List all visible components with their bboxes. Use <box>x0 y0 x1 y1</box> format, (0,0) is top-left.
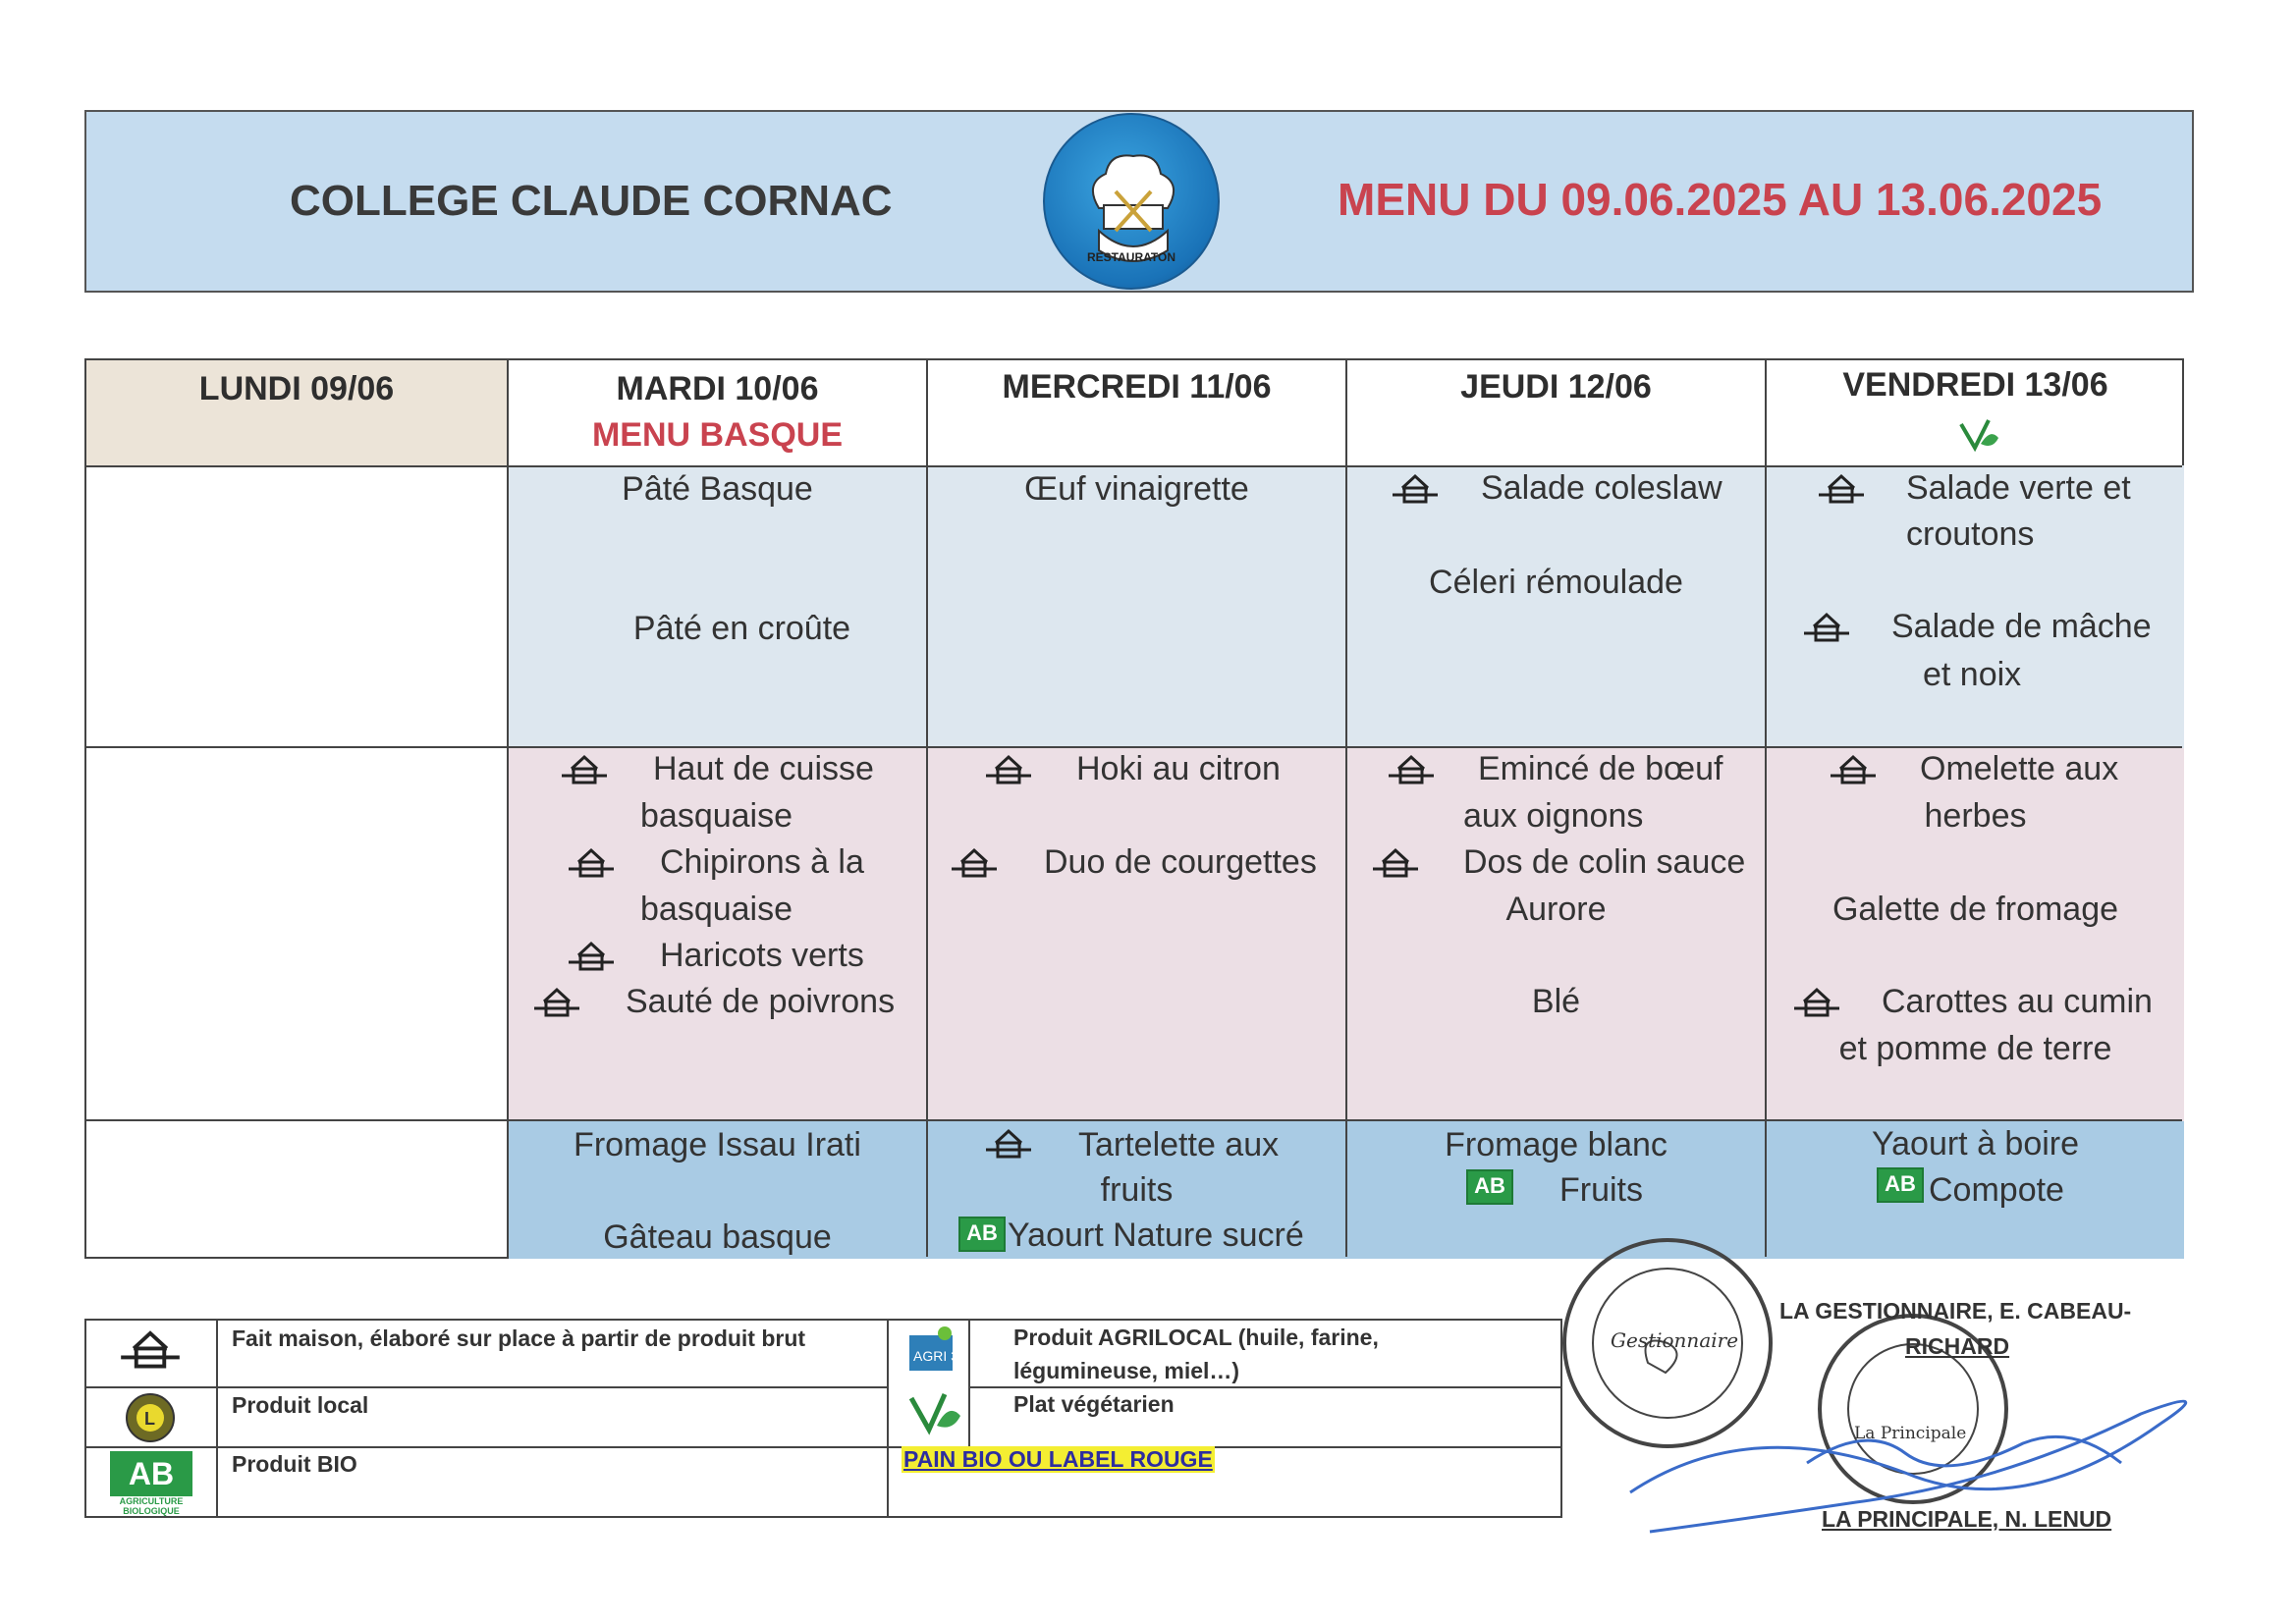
stamp-role: Gestionnaire <box>1611 1328 1739 1352</box>
fait-maison-icon <box>1389 470 1442 510</box>
day-header-jeudi: JEUDI 12/06 <box>1460 368 1652 406</box>
fait-maison-icon <box>1790 984 1843 1023</box>
legend-agrilocal-line1: Produit AGRILOCAL (huile, farine, <box>1013 1325 1379 1350</box>
agrilocal-icon <box>905 1324 966 1375</box>
main-item: Galette de fromage <box>1831 891 2119 928</box>
legend-agrilocal-line2: légumineuse, miel…) <box>1013 1358 1240 1383</box>
fait-maison-icon <box>948 844 1001 884</box>
stamp-role: La Principale <box>1854 1424 1967 1443</box>
fait-maison-icon <box>982 751 1035 790</box>
vegetarian-icon <box>1955 414 2002 454</box>
main-item: Duo de courgettes <box>1044 843 1317 881</box>
main-item: basquaise <box>640 797 793 835</box>
fait-maison-icon <box>1385 751 1438 790</box>
main-item: Omelette aux <box>1920 750 2119 787</box>
main-item: Chipirons à la <box>660 843 864 881</box>
main-item: Blé <box>1531 983 1581 1020</box>
starter-item: Salade verte et <box>1906 469 2131 507</box>
dessert-item: Fromage Issau Irati <box>574 1126 861 1163</box>
main-item: aux oignons <box>1463 797 1644 835</box>
produit-local-icon <box>123 1390 178 1445</box>
svg-text:AGRI 31: AGRI 31 <box>913 1348 966 1364</box>
legend-fait-maison: Fait maison, élaboré sur place à partir de produit brut <box>232 1325 806 1351</box>
fait-maison-icon <box>1827 751 1880 790</box>
main-item: basquaise <box>640 891 793 928</box>
main-item: herbes <box>1924 797 2027 835</box>
vegetarian-icon <box>903 1386 966 1437</box>
dessert-item: Tartelette aux <box>1078 1126 1280 1163</box>
dessert-item: Yaourt à boire <box>1871 1125 2080 1163</box>
fait-maison-icon <box>558 751 611 790</box>
bio-ab-icon: AB <box>1877 1167 1924 1203</box>
main-item: Carottes au cumin <box>1882 983 2153 1020</box>
school-name: COLLEGE CLAUDE CORNAC <box>290 177 893 225</box>
main-item: Hoki au citron <box>1076 750 1281 787</box>
starter-item: Salade coleslaw <box>1481 469 1722 507</box>
main-item: Haut de cuisse <box>653 750 874 787</box>
bio-ab-icon: AB <box>1466 1169 1513 1205</box>
fait-maison-icon <box>1800 609 1853 648</box>
starter-item: croutons <box>1906 515 2035 553</box>
fait-maison-icon <box>565 938 618 977</box>
legend-pain: PAIN BIO OU LABEL ROUGE <box>903 1446 1213 1472</box>
menu-grid <box>84 358 2184 1259</box>
bio-ab-icon: AB AGRICULTURE BIOLOGIQUE <box>110 1451 192 1514</box>
dessert-item: Gâteau basque <box>603 1218 832 1256</box>
main-item: Haricots verts <box>660 937 864 974</box>
day-header-lundi: LUNDI 09/06 <box>198 370 395 407</box>
fait-maison-icon <box>1369 844 1422 884</box>
legend-vegetarien: Plat végétarien <box>1013 1391 1175 1417</box>
starter-item: Céleri rémoulade <box>1429 564 1683 601</box>
day-header-mercredi: MERCREDI 11/06 <box>1002 368 1272 406</box>
main-item: Aurore <box>1505 891 1607 928</box>
gestionnaire-signature-line1: LA GESTIONNAIRE, E. CABEAU- <box>1779 1298 2132 1324</box>
gestionnaire-signature-line2: RICHARD <box>1905 1333 2010 1359</box>
restauration-logo-icon <box>1043 113 1220 290</box>
fait-maison-icon <box>1815 470 1868 510</box>
legend-local: Produit local <box>232 1392 369 1418</box>
starter-item: et noix <box>1923 656 2022 693</box>
day-header-mardi: MARDI 10/06 <box>616 370 819 407</box>
logo-label: RESTAURATON <box>1087 250 1175 264</box>
main-item: Dos de colin sauce <box>1463 843 1746 881</box>
dessert-item: Fromage blanc <box>1445 1126 1667 1163</box>
main-item: et pomme de terre <box>1838 1030 2112 1067</box>
starter-item: Pâté Basque <box>622 470 813 508</box>
svg-text:L: L <box>144 1409 155 1429</box>
fait-maison-icon <box>116 1325 185 1377</box>
dessert-item: Compote <box>1929 1171 2064 1209</box>
fait-maison-icon <box>565 844 618 884</box>
bio-ab-icon: AB <box>958 1217 1006 1252</box>
starter-item: Œuf vinaigrette <box>1024 470 1249 508</box>
day-header-vendredi: VENDREDI 13/06 <box>1842 366 2108 404</box>
menu-date-title: MENU DU 09.06.2025 AU 13.06.2025 <box>1338 174 2103 225</box>
fait-maison-icon <box>982 1125 1035 1164</box>
legend-bio: Produit BIO <box>232 1451 357 1477</box>
fait-maison-icon <box>530 984 583 1023</box>
menu-basque-label: MENU BASQUE <box>591 416 844 454</box>
main-item: Sauté de poivrons <box>626 983 896 1020</box>
principale-signature: LA PRINCIPALE, N. LENUD <box>1822 1506 2112 1532</box>
starter-item: Salade de mâche <box>1891 608 2152 645</box>
main-item: Emincé de bœuf <box>1478 750 1723 787</box>
dessert-item: Yaourt Nature sucré <box>1008 1217 1304 1254</box>
starter-item: Pâté en croûte <box>632 610 851 647</box>
dessert-item: Fruits <box>1559 1171 1643 1209</box>
dessert-item: fruits <box>1100 1171 1174 1209</box>
